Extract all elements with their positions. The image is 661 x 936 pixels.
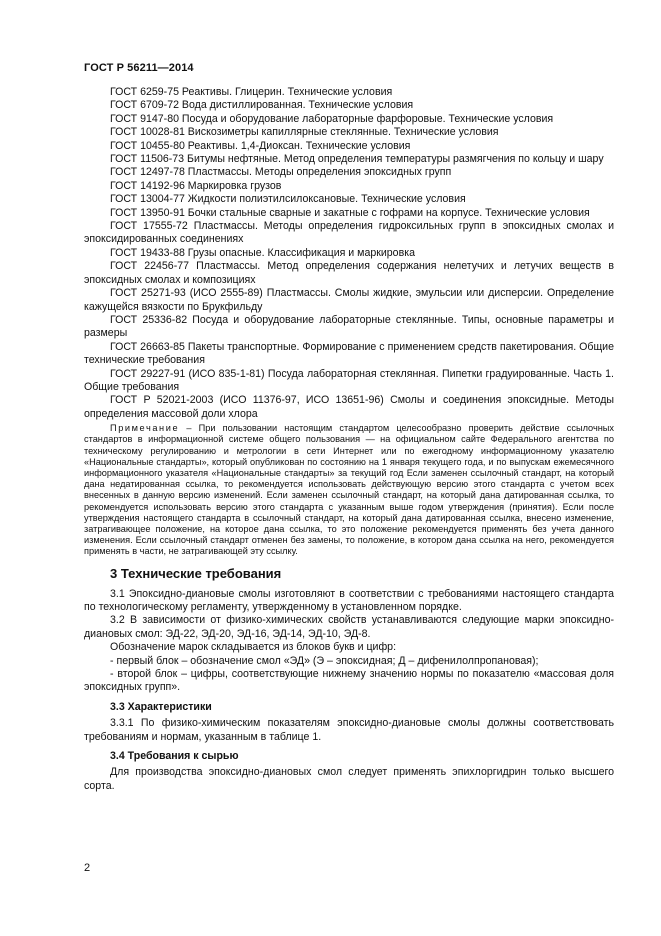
reference-item: ГОСТ 26663-85 Пакеты транспортные. Формирование с применением средств пакетирования. Общие технические требования [84,340,614,367]
paragraph-block-2: - второй блок – цифры, соответствующие нижнему значению нормы по показателю «массовая доля эпоксидных групп». [84,668,614,694]
subsection-3-3-title: 3.3 Характеристики [110,700,212,713]
reference-item: ГОСТ 19433-88 Грузы опасные. Классификация и маркировка [110,246,415,259]
reference-item: ГОСТ 29227-91 (ИСО 835-1-81) Посуда лабораторная стеклянная. Пипетки градуированные. Часть 1. Общие требования [84,367,614,393]
reference-item: ГОСТ 17555-72 Пластмассы. Методы определения гидроксильных групп в эпоксидных смолах и эпоксидированных соединениях [84,220,614,246]
document-body [84,86,614,793]
paragraph-3-3-1: 3.3.1 По физико-химическим показателям эпоксидно-диановые смолы должны соответствовать требованиям и нормам, указанным в таблице 1. [84,717,614,743]
subsection-3-4-title: 3.4 Требования к сырью [110,750,239,763]
paragraph-block-1: - первый блок – обозначение смол «ЭД» (Э – эпоксидная; Д – дифенилолпропановая); [110,654,539,667]
section-3-title: 3 Технические требования [110,565,282,581]
reference-item: ГОСТ 11506-73 Битумы нефтяные. Метод определения температуры размягчения по кольцу и шару [110,153,604,166]
reference-item: ГОСТ 10455-80 Реактивы. 1,4-Диоксан. Технические условия [110,139,411,152]
reference-item: ГОСТ 13950-91 Бочки стальные сварные и закатные с гофрами на корпусе. Технические условия [110,206,590,219]
reference-item: ГОСТ 14192-96 Маркировка грузов [110,179,282,192]
note-paragraph [84,423,614,557]
reference-item: ГОСТ 9147-80 Посуда и оборудование лабораторные фарфоровые. Технические условия [110,112,554,125]
reference-item: ГОСТ 22456-77 Пластмассы. Метод определения содержания нелетучих и летучих веществ в эпоксидных смолах и композициях [84,260,614,286]
note-text: – При пользовании настоящим стандартом целесообразно проверить действие ссылочных стандартов в информационной системе общего пользования — на официальном сайте Федерального агентства по техническому регулированию и метрологии в сети Интернет или по ежегодному информационному указателю «Национальные стандарты», который опубликован по состоянию на 1 января текущего года, и по выпускам ежемесячного информационного указателя «Национальные стандарты» за текущий год Если заменен ссылочный стандарт, на который дана недатированная ссылка, то рекомендуется использовать действующую версию этого стандарта с учетом всех внесенных в данную версию изменений. Если заменен ссылочный стандарт, на который дана датированная ссылка, то рекомендуется использовать версию этого стандарта с указанным выше годом утверждения (принятия). Если после утверждения настоящего стандарта в ссылочный стандарт, на который дана датированная ссылка, внесено изменение, затрагивающее положение, на которое дана ссылка, то это положение рекомендуется применять без учета данного изменения. Если ссылочный стандарт отменен без замены, то положение, в котором дана ссылка на него, рекомендуется применять в части, не затрагивающей эту ссылку. [84,423,614,557]
reference-item: ГОСТ 6259-75 Реактивы. Глицерин. Технические условия [110,86,393,98]
document-header: ГОСТ Р 56211—2014 [84,62,194,74]
paragraph-3-1: 3.1 Эпоксидно-диановые смолы изготовляют в соответствии с требованиями настоящего стандарта по технологическому регламенту, утвержденному в установленном порядке. [84,587,614,613]
reference-item: ГОСТ 25336-82 Посуда и оборудование лабораторные стеклянные. Типы, основные параметры и размеры [84,313,614,340]
reference-item: ГОСТ 13004-77 Жидкости полиэтилсилоксановые. Технические условия [110,193,466,206]
reference-item: ГОСТ 25271-93 (ИСО 2555-89) Пластмассы. Смолы жидкие, эмульсии или дисперсии. Определение кажущейся вязкости по Брукфильду [84,287,614,313]
reference-item: ГОСТ 6709-72 Вода дистиллированная. Технические условия [110,99,414,112]
reference-item: ГОСТ 10028-81 Вискозиметры капиллярные стеклянные. Технические условия [110,126,499,139]
reference-item: ГОСТ Р 52021-2003 (ИСО 11376-97, ИСО 13651-96) Смолы и соединения эпоксидные. Методы определения массовой доли хлора [84,394,614,420]
paragraph-3-4: Для производства эпоксидно-диановых смол следует применять эпихлоргидрин только высшего сорта. [84,766,614,792]
paragraph-3-2: 3.2 В зависимости от физико-химических свойств устанавливаются следующие марки эпоксидно-диановых смол: ЭД-22, ЭД-20, ЭД-16, ЭД-14, ЭД-10, ЭД-8. [84,614,614,640]
page-number: 2 [84,862,91,874]
reference-item: ГОСТ 12497-78 Пластмассы. Методы определения эпоксидных групп [110,166,452,179]
note-label: Примечание [110,423,180,434]
paragraph-marks: Обозначение марок складывается из блоков букв и цифр: [110,641,397,654]
